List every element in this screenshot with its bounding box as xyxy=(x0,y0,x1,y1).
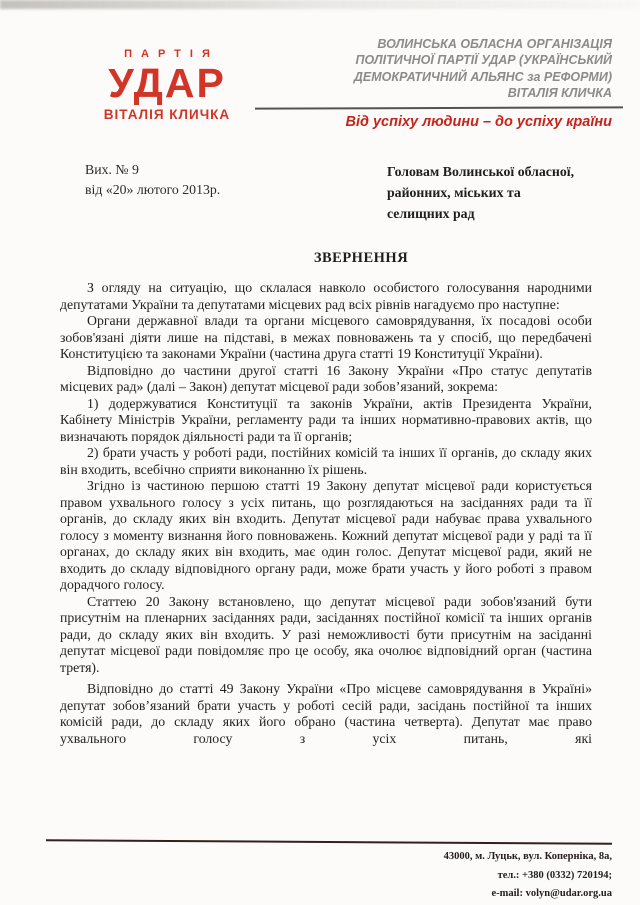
body-paragraph: Органи державної влади та органи місцевого самоврядування, їх посадові особи зобов'язані діяти лише на підставі, в межах повноважень та у спосіб, що передбачені Конституцією та законами України (частина друга статті 19 Конституції України). xyxy=(60,313,592,361)
body-paragraph: Статтею 20 Закону встановлено, що депутат місцевої ради зобов'язаний бути присутнім на пленарних засіданнях ради, засіданнях постійної комісії та інших органів ради, до складу яких він входить. У разі неможливості бути присутнім на засіданні депутат місцевої ради повідомляє про це особу, яка очолює відповідний орган (частина третя). xyxy=(60,593,592,675)
addressee-line: Головам Волинської обласної, xyxy=(387,164,575,179)
outgoing-number: Вих. № 9 xyxy=(85,162,139,177)
footer-email: e-mail: volyn@udar.org.ua xyxy=(491,888,612,899)
scan-edge-artifact xyxy=(0,0,640,9)
body-paragraph: 2) брати участь у роботі ради, постійних комісій та інших її органів, до складу яких він входить, всебічно сприяти виконанню їх рішень. xyxy=(60,445,592,477)
letter-body xyxy=(60,280,592,747)
addressee-line: селищних рад xyxy=(387,206,475,221)
organization-name-line: ПОЛІТИЧНОЇ ПАРТІЇ УДАР (УКРАЇНСЬКИЙ xyxy=(355,53,612,68)
outgoing-reference xyxy=(85,160,220,199)
footer-address: 43000, м. Луцьк, вул. Коперніка, 8а, xyxy=(443,851,612,862)
body-paragraph: Згідно із частиною першою статті 19 Закону депутат місцевої ради користується правом ухвального голосу з усіх питань, що розглядаються на засіданнях ради та її органів, до складу яких він входить. Депутат місцевої ради набуває права ухвального голосу з моменту визнання його повноважень. Кожний депутат місцевої ради у раді та її органах, до складу яких він входить, має один голос. Депутат місцевої ради, який не входить до складу відповідного органу ради, може брати участь у його роботі з правом дорадчого голосу. xyxy=(60,478,592,592)
party-slogan: Від успіху людини – до успіху країни xyxy=(345,114,612,130)
footer-divider xyxy=(46,839,612,844)
body-paragraph: Відповідно до статті 49 Закону України «Про місцеве самоврядування в Україні» депутат зобов’язаний брати участь у роботі сесій ради, засідань постійної та інших комісій ради, до складу яких його обрано (частина четверта). Депутат має право ухвального голосу з усіх питань, які xyxy=(60,681,592,746)
organization-name-line: ВОЛИНСЬКА ОБЛАСНА ОРГАНІЗАЦІЯ xyxy=(377,37,612,51)
outgoing-date: від «20» лютого 2013р. xyxy=(85,181,221,197)
addressee-line: районних, міських та xyxy=(387,185,521,200)
organization-name-line: ВІТАЛІЯ КЛИЧКА xyxy=(507,86,612,101)
body-paragraph: 1) додержуватися Конституції та законів України, актів Президента України, Кабінету Міністрів України, регламенту ради та інших нормативно-правових актів, що визначають порядок діяльності ради та її органів; xyxy=(60,395,592,444)
body-paragraph: Відповідно до частини другої статті 16 Закону України «Про статус депутатів місцевих рад» (далі – Закон) депутат місцевої ради зобов’язаний, зокрема: xyxy=(60,362,592,394)
logo-word-udar: УДАР xyxy=(108,60,226,106)
organization-name xyxy=(232,36,612,102)
organization-name-line: ДЕМОКРАТИЧНИЙ АЛЬЯНС за РЕФОРМИ) xyxy=(353,69,612,84)
udar-party-logo xyxy=(98,49,236,122)
document-title: ЗВЕРНЕННЯ xyxy=(313,250,409,266)
letterhead-divider xyxy=(255,106,623,109)
addressee-block xyxy=(387,161,602,224)
footer-contacts xyxy=(444,848,612,904)
logo-word-partiya: ПАРТІЯ xyxy=(124,48,219,60)
body-paragraph: З огляду на ситуацію, що склалася навколо особистого голосування народними депутатами України та депутатами місцевих рад всіх рівнів нагадуємо про наступне: xyxy=(60,280,592,312)
footer-phone: тел.: +380 (0332) 720194; xyxy=(497,869,612,881)
logo-word-vitaliya-klychka: ВІТАЛІЯ КЛИЧКА xyxy=(103,107,231,122)
